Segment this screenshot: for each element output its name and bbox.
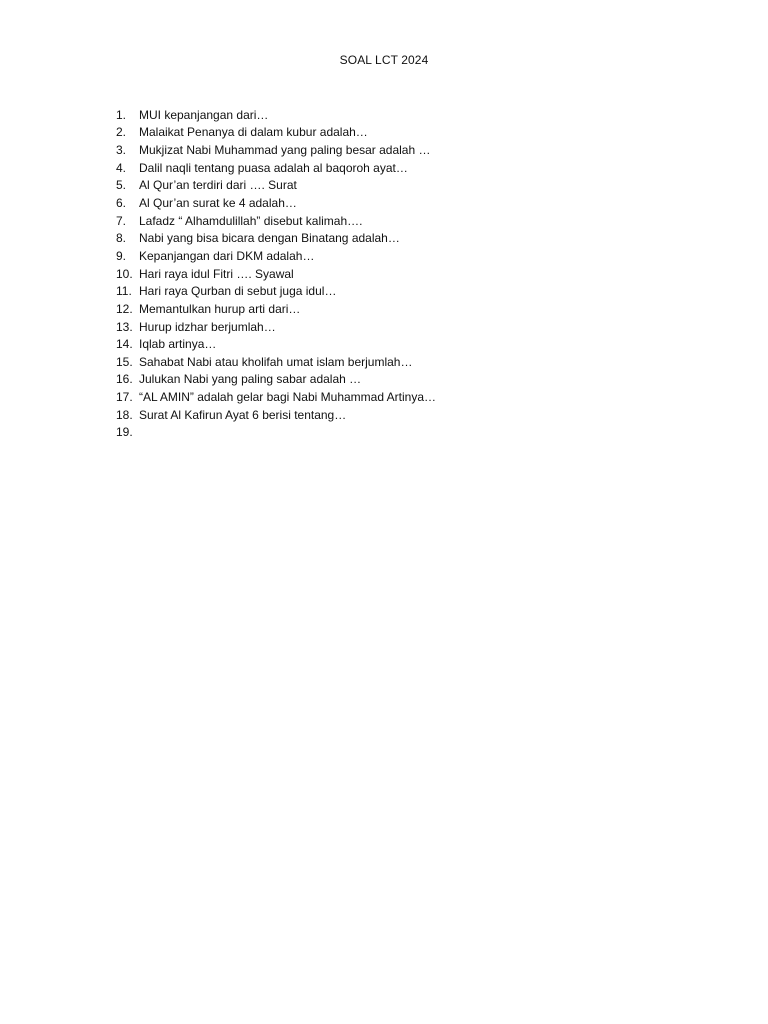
question-text: Dalil naqli tentang puasa adalah al baqoroh ayat… bbox=[139, 160, 408, 175]
question-text: Malaikat Penanya di dalam kubur adalah… bbox=[139, 125, 368, 140]
question-text: Al Qur’an terdiri dari …. Surat bbox=[139, 178, 297, 193]
question-text: Lafadz “ Alhamdulillah” disebut kalimah…. bbox=[139, 213, 363, 228]
question-number: 3. bbox=[116, 143, 127, 158]
question-item bbox=[116, 371, 676, 389]
question-item bbox=[116, 106, 676, 124]
question-text: Hari raya idul Fitri …. Syawal bbox=[139, 266, 294, 281]
question-number: 16. bbox=[116, 372, 133, 387]
question-item bbox=[116, 247, 676, 265]
question-number: 8. bbox=[116, 231, 127, 246]
question-number: 9. bbox=[116, 248, 127, 263]
question-number: 13. bbox=[116, 319, 133, 334]
question-item bbox=[116, 124, 676, 142]
question-number: 7. bbox=[116, 213, 127, 228]
question-text: Mukjizat Nabi Muhammad yang paling besar adalah … bbox=[139, 143, 431, 158]
question-list bbox=[116, 106, 676, 441]
question-number: 15. bbox=[116, 354, 133, 369]
question-item bbox=[116, 353, 676, 371]
question-number: 12. bbox=[116, 301, 133, 316]
question-item bbox=[116, 406, 676, 424]
question-number: 2. bbox=[116, 125, 127, 140]
question-item bbox=[116, 159, 676, 177]
question-text: Hurup idzhar berjumlah… bbox=[139, 319, 276, 334]
question-text: Memantulkan hurup arti dari… bbox=[139, 301, 301, 316]
question-number: 14. bbox=[116, 337, 133, 352]
question-text: “AL AMIN” adalah gelar bagi Nabi Muhammad Artinya… bbox=[139, 390, 437, 405]
question-item bbox=[116, 282, 676, 300]
question-item bbox=[116, 318, 676, 336]
question-number: 19. bbox=[116, 425, 133, 440]
question-item bbox=[116, 300, 676, 318]
question-number: 10. bbox=[116, 266, 133, 281]
question-item bbox=[116, 212, 676, 230]
question-number: 4. bbox=[116, 160, 127, 175]
question-item bbox=[116, 388, 676, 406]
question-text: Al Qur’an surat ke 4 adalah… bbox=[139, 196, 297, 211]
question-item bbox=[116, 335, 676, 353]
question-number: 1. bbox=[116, 107, 127, 122]
question-number: 18. bbox=[116, 407, 133, 422]
question-item bbox=[116, 229, 676, 247]
question-text: Hari raya Qurban di sebut juga idul… bbox=[139, 284, 337, 299]
question-item bbox=[116, 194, 676, 212]
question-number: 6. bbox=[116, 196, 127, 211]
question-text: Kepanjangan dari DKM adalah… bbox=[139, 248, 315, 263]
question-text: Julukan Nabi yang paling sabar adalah … bbox=[139, 372, 362, 387]
question-text: MUI kepanjangan dari… bbox=[139, 107, 269, 122]
question-item bbox=[116, 424, 676, 442]
question-text: Sahabat Nabi atau kholifah umat islam berjumlah… bbox=[139, 354, 413, 369]
document-title: SOAL LCT 2024 bbox=[339, 53, 429, 67]
question-text: Iqlab artinya… bbox=[139, 337, 217, 352]
question-text: Nabi yang bisa bicara dengan Binatang adalah… bbox=[139, 231, 400, 246]
question-item bbox=[116, 141, 676, 159]
question-number: 5. bbox=[116, 178, 127, 193]
question-item bbox=[116, 265, 676, 283]
question-number: 11. bbox=[116, 284, 132, 299]
question-item bbox=[116, 177, 676, 195]
question-text: Surat Al Kafirun Ayat 6 berisi tentang… bbox=[139, 407, 347, 422]
question-number: 17. bbox=[116, 390, 133, 405]
